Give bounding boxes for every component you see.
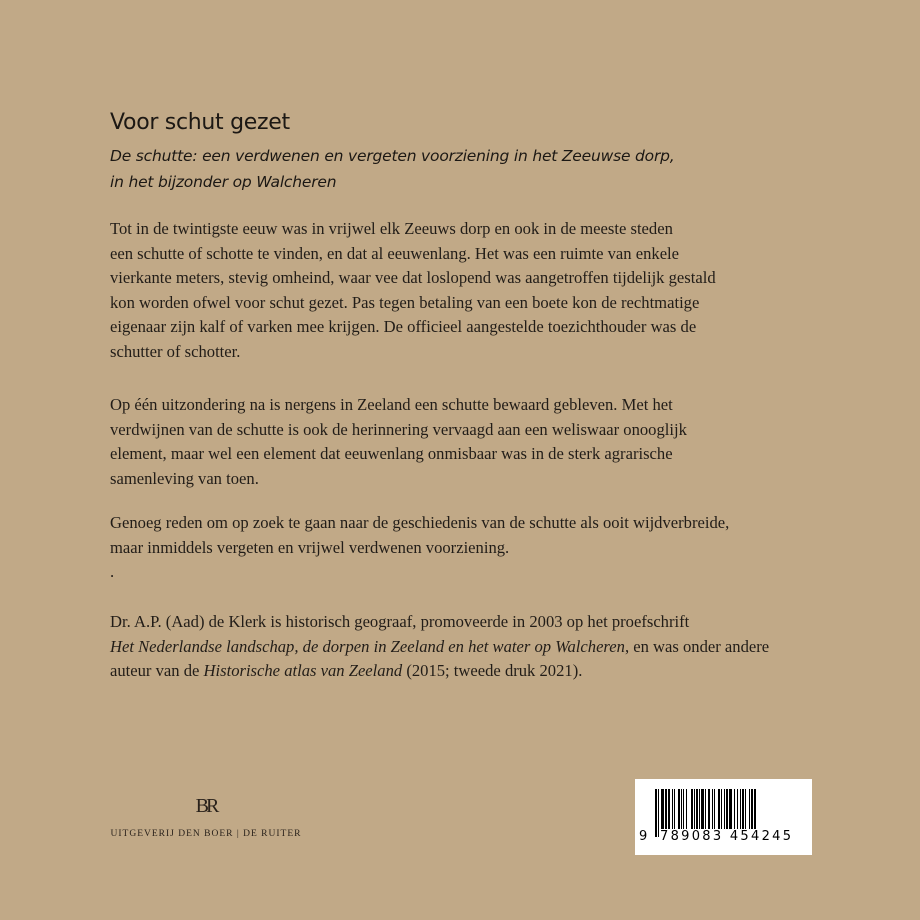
text-line: Genoeg reden om op zoek te gaan naar de geschiedenis van de schutte als ooit wijdverbreide, <box>110 513 730 532</box>
book-subtitle <box>110 143 830 195</box>
text-line: Tot in de twintigste eeuw was in vrijwel elk Zeeuws dorp en ook in de meeste steden <box>110 219 673 238</box>
isbn-digits: 789083 454245 <box>660 829 794 844</box>
publisher-block <box>110 795 302 839</box>
subtitle-line: De schutte: een verdwenen en vergeten voorziening in het Zeeuwse dorp, <box>110 147 675 165</box>
text-line: Dr. A.P. (Aad) de Klerk is historisch geograaf, promoveerde in 2003 op het proefschrift <box>110 612 690 631</box>
blurb-paragraph-3 <box>110 511 830 585</box>
blurb-paragraph-1 <box>110 217 830 364</box>
isbn-prefix-digit: 9 <box>639 829 650 844</box>
text-line <box>110 635 830 660</box>
text-line: kon worden ofwel voor schut gezet. Pas tegen betaling van een boete kon de rechtmatige <box>110 292 700 312</box>
subtitle-line: in het bijzonder op Walcheren <box>110 173 337 191</box>
atlas-title: Historische atlas van Zeeland <box>203 661 403 680</box>
text-fragment: (2015; tweede druk 2021). <box>402 661 583 680</box>
text-fragment: , en was onder andere <box>624 636 770 656</box>
text-fragment: auteur van de <box>110 661 204 680</box>
isbn-barcode <box>635 779 812 855</box>
blurb-paragraph-2 <box>110 393 830 491</box>
text-line: samenleving van toen. <box>110 468 259 488</box>
text-line: element, maar wel een element dat eeuwenlang onmisbaar was in de sterk agrarische <box>110 444 673 463</box>
text-line: eigenaar zijn kalf of varken mee krijgen. De officieel aangestelde toezichthouder was de <box>110 317 697 336</box>
author-bio <box>110 610 830 684</box>
text-line <box>110 659 830 684</box>
text-line: schutter of schotter. <box>110 341 241 361</box>
book-title: Voor schut gezet <box>110 110 290 135</box>
text-line: vierkante meters, stevig omheind, waar vee dat loslopend was aangetroffen tijdelijk gestald <box>110 268 716 287</box>
text-line: verdwijnen van de schutte is ook de herinnering vervaagd aan een weliswaar onooglijk <box>110 419 687 439</box>
dissertation-title: Het Nederlandse landschap, de dorpen in Zeeland en het water op Walcheren <box>110 636 625 656</box>
text-line: Op één uitzondering na is nergens in Zeeland een schutte bewaard gebleven. Met het <box>110 395 673 414</box>
text-line: . <box>110 562 115 581</box>
text-line: maar inmiddels vergeten en vrijwel verdwenen voorziening. <box>110 537 510 557</box>
text-line: een schutte of schotte te vinden, en dat al eeuwenlang. Het was een ruimte van enkele <box>110 243 680 263</box>
publisher-logo-icon: BR <box>195 795 217 817</box>
publisher-name: UITGEVERIJ DEN BOER | DE RUITER <box>110 829 302 839</box>
